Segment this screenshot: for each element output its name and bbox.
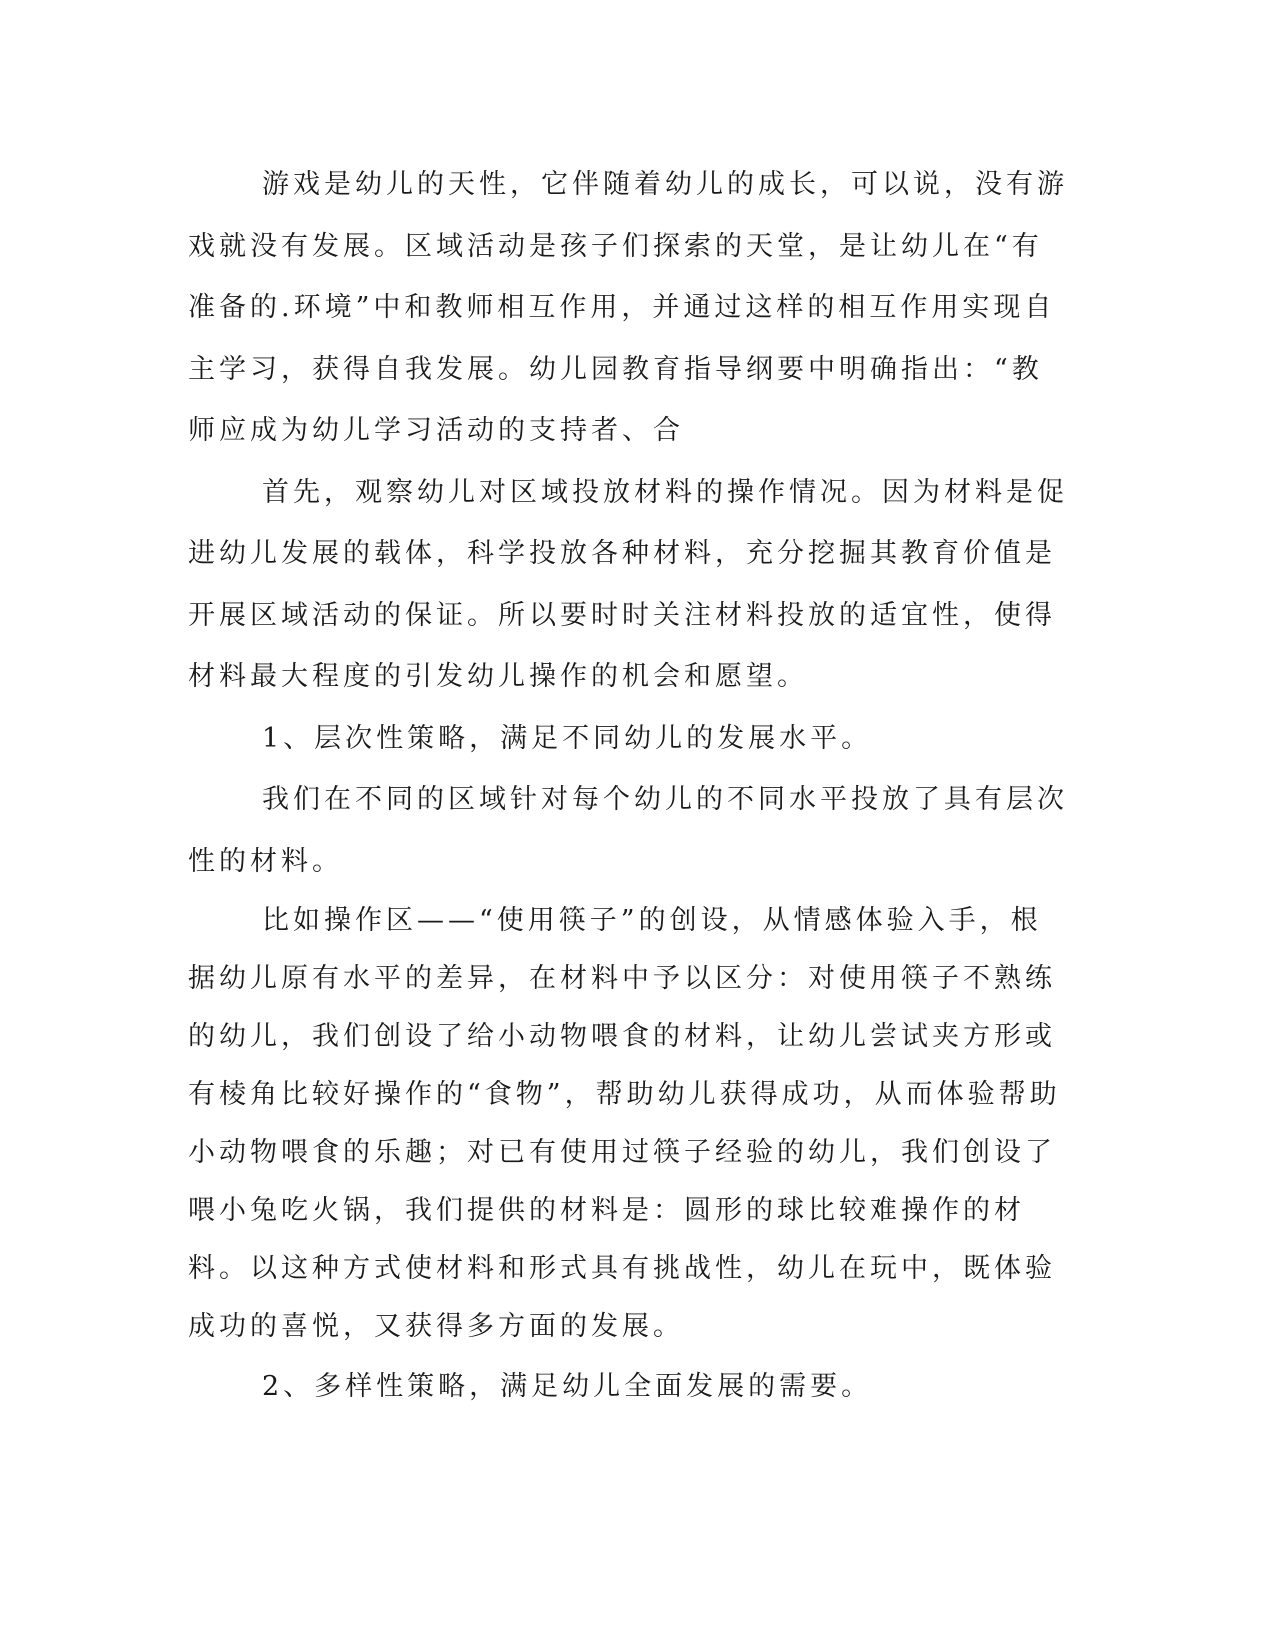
paragraph-chopsticks-example: 比如操作区——“使用筷子”的创设，从情感体验入手，根据幼儿原有水平的差异，在材料中予以区分：对使用筷子不熟练的幼儿，我们创设了给小动物喂食的材料，让幼儿尝试夹方形或有棱角比较好操作的“食物”，帮助幼儿获得成功，从而体验帮助小动物喂食的乐趣；对已有使用过筷子经验的幼儿，我们创设了喂小兔吃火锅，我们提供的材料是：圆形的球比较难操作的材料。以这种方式使材料和形式具有挑战性，幼儿在玩中，既体验成功的喜悦，又获得多方面的发展。: [188, 905, 1061, 1342]
paragraph-intro: 游戏是幼儿的天性，它伴随着幼儿的成长，可以说，没有游戏就没有发展。区域活动是孩子们探索的天堂，是让幼儿在“有准备的.环境”中和教师相互作用，并通过这样的相互作用实现自主学习，获得自我发展。幼儿园教育指导纲要中明确指出：“教师应成为幼儿学习活动的支持者、合: [188, 169, 1068, 446]
section-heading-layered-strategy: 1、层次性策略，满足不同幼儿的发展水平。: [262, 722, 873, 754]
document-body: [188, 154, 1068, 1418]
paragraph-observation: 首先，观察幼儿对区域投放材料的操作情况。因为材料是促进幼儿发展的载体，科学投放各种材料，充分挖掘其教育价值是开展区域活动的保证。所以要时时关注材料投放的适宜性，使得材料最大程度的引发幼儿操作的机会和愿望。: [188, 476, 1068, 692]
paragraph-layered-materials: 我们在不同的区域针对每个幼儿的不同水平投放了具有层次性的材料。: [188, 784, 1068, 877]
section-heading-diversity-strategy: 2、多样性策略，满足幼儿全面发展的需要。: [262, 1371, 873, 1402]
